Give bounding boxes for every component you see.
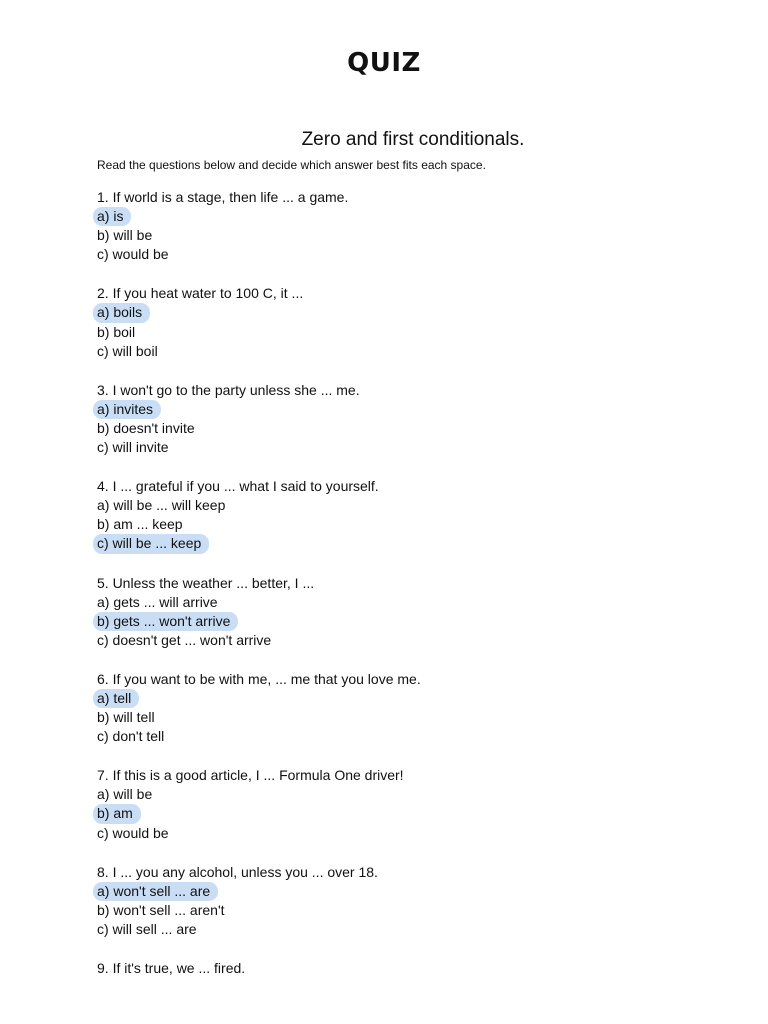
answer-option-row xyxy=(97,342,697,361)
answer-option-row xyxy=(97,920,697,939)
question-text: 9. If it's true, we ... fired. xyxy=(97,960,246,976)
answer-option-row xyxy=(97,708,697,727)
answer-option-row xyxy=(97,689,697,708)
question-text: 5. Unless the weather ... better, I ... xyxy=(97,574,315,591)
answer-option-row xyxy=(97,593,697,612)
answer-option-highlighted[interactable]: a) won't sell ... are xyxy=(93,882,218,901)
answer-option[interactable]: b) will tell xyxy=(97,709,155,726)
answer-option[interactable]: c) would be xyxy=(97,246,169,263)
answer-option-row xyxy=(97,303,697,322)
answer-option-highlighted[interactable]: c) will be ... keep xyxy=(93,534,209,553)
question-text: 6. If you want to be with me, ... me that you love me. xyxy=(97,670,421,687)
answer-options xyxy=(97,593,697,650)
answer-option[interactable]: a) will be xyxy=(97,786,153,803)
answer-option-row xyxy=(97,323,697,342)
answer-option-row xyxy=(97,631,697,650)
question-9 xyxy=(97,959,697,978)
answer-options xyxy=(97,303,697,360)
answer-option[interactable]: a) gets ... will arrive xyxy=(97,593,218,610)
question-text: 4. I ... grateful if you ... what I said to yourself. xyxy=(97,478,379,495)
answer-option[interactable]: c) will boil xyxy=(97,342,158,359)
answer-options xyxy=(97,207,697,264)
question-6 xyxy=(97,670,697,746)
answer-option-row xyxy=(97,804,697,823)
answer-option[interactable]: b) doesn't invite xyxy=(97,419,195,436)
answer-option[interactable]: c) will sell ... are xyxy=(97,920,197,937)
answer-options xyxy=(97,882,697,939)
answer-option[interactable]: c) will invite xyxy=(97,439,169,456)
answer-option-row xyxy=(97,400,697,419)
answer-options xyxy=(97,496,697,553)
answer-option-highlighted[interactable]: a) is xyxy=(93,207,131,226)
answer-option[interactable]: b) am ... keep xyxy=(97,516,183,533)
question-text: 2. If you heat water to 100 C, it ... xyxy=(97,285,304,302)
answer-option-row xyxy=(97,496,697,515)
answer-options xyxy=(97,785,697,842)
answer-option-highlighted[interactable]: a) tell xyxy=(93,689,139,708)
question-text: 3. I won't go to the party unless she ... me. xyxy=(97,381,360,398)
question-7 xyxy=(97,766,697,842)
question-5 xyxy=(97,574,697,650)
instructions-text: Read the questions below and decide which answer best fits each space. xyxy=(97,158,486,172)
answer-options xyxy=(97,689,697,746)
question-text: 8. I ... you any alcohol, unless you ... over 18. xyxy=(97,863,378,880)
answer-option[interactable]: b) boil xyxy=(97,323,136,340)
answer-option-row xyxy=(97,901,697,920)
answer-option[interactable]: c) would be xyxy=(97,824,169,841)
answer-option-row xyxy=(97,207,697,226)
answer-option-row xyxy=(97,534,697,553)
answer-option[interactable]: c) doesn't get ... won't arrive xyxy=(97,631,272,648)
answer-option-highlighted[interactable]: b) gets ... won't arrive xyxy=(93,612,238,631)
answer-option-row xyxy=(97,785,697,804)
answer-option-highlighted[interactable]: a) invites xyxy=(93,400,161,419)
question-2 xyxy=(97,284,697,360)
question-8 xyxy=(97,863,697,939)
answer-option[interactable]: a) will be ... will keep xyxy=(97,497,226,514)
answer-options xyxy=(97,400,697,457)
answer-option-highlighted[interactable]: b) am xyxy=(93,804,141,823)
page-title: QUIZ xyxy=(347,48,421,78)
answer-option[interactable]: b) won't sell ... aren't xyxy=(97,901,225,918)
answer-option-row xyxy=(97,882,697,901)
answer-option-row xyxy=(97,612,697,631)
answer-option-row xyxy=(97,727,697,746)
answer-option-row xyxy=(97,245,697,264)
answer-option-row xyxy=(97,515,697,534)
question-list xyxy=(97,188,697,998)
question-text: 1. If world is a stage, then life ... a game. xyxy=(97,189,349,205)
answer-option-row xyxy=(97,824,697,843)
answer-option-highlighted[interactable]: a) boils xyxy=(93,303,150,322)
page-subtitle: Zero and first conditionals. xyxy=(301,129,525,150)
answer-option-row xyxy=(97,419,697,438)
question-4 xyxy=(97,477,697,553)
question-1 xyxy=(97,188,697,264)
answer-option[interactable]: b) will be xyxy=(97,227,153,244)
answer-option-row xyxy=(97,226,697,245)
answer-option[interactable]: c) don't tell xyxy=(97,728,165,745)
question-3 xyxy=(97,381,697,457)
question-text: 7. If this is a good article, I ... Formula One driver! xyxy=(97,767,404,784)
answer-option-row xyxy=(97,438,697,457)
